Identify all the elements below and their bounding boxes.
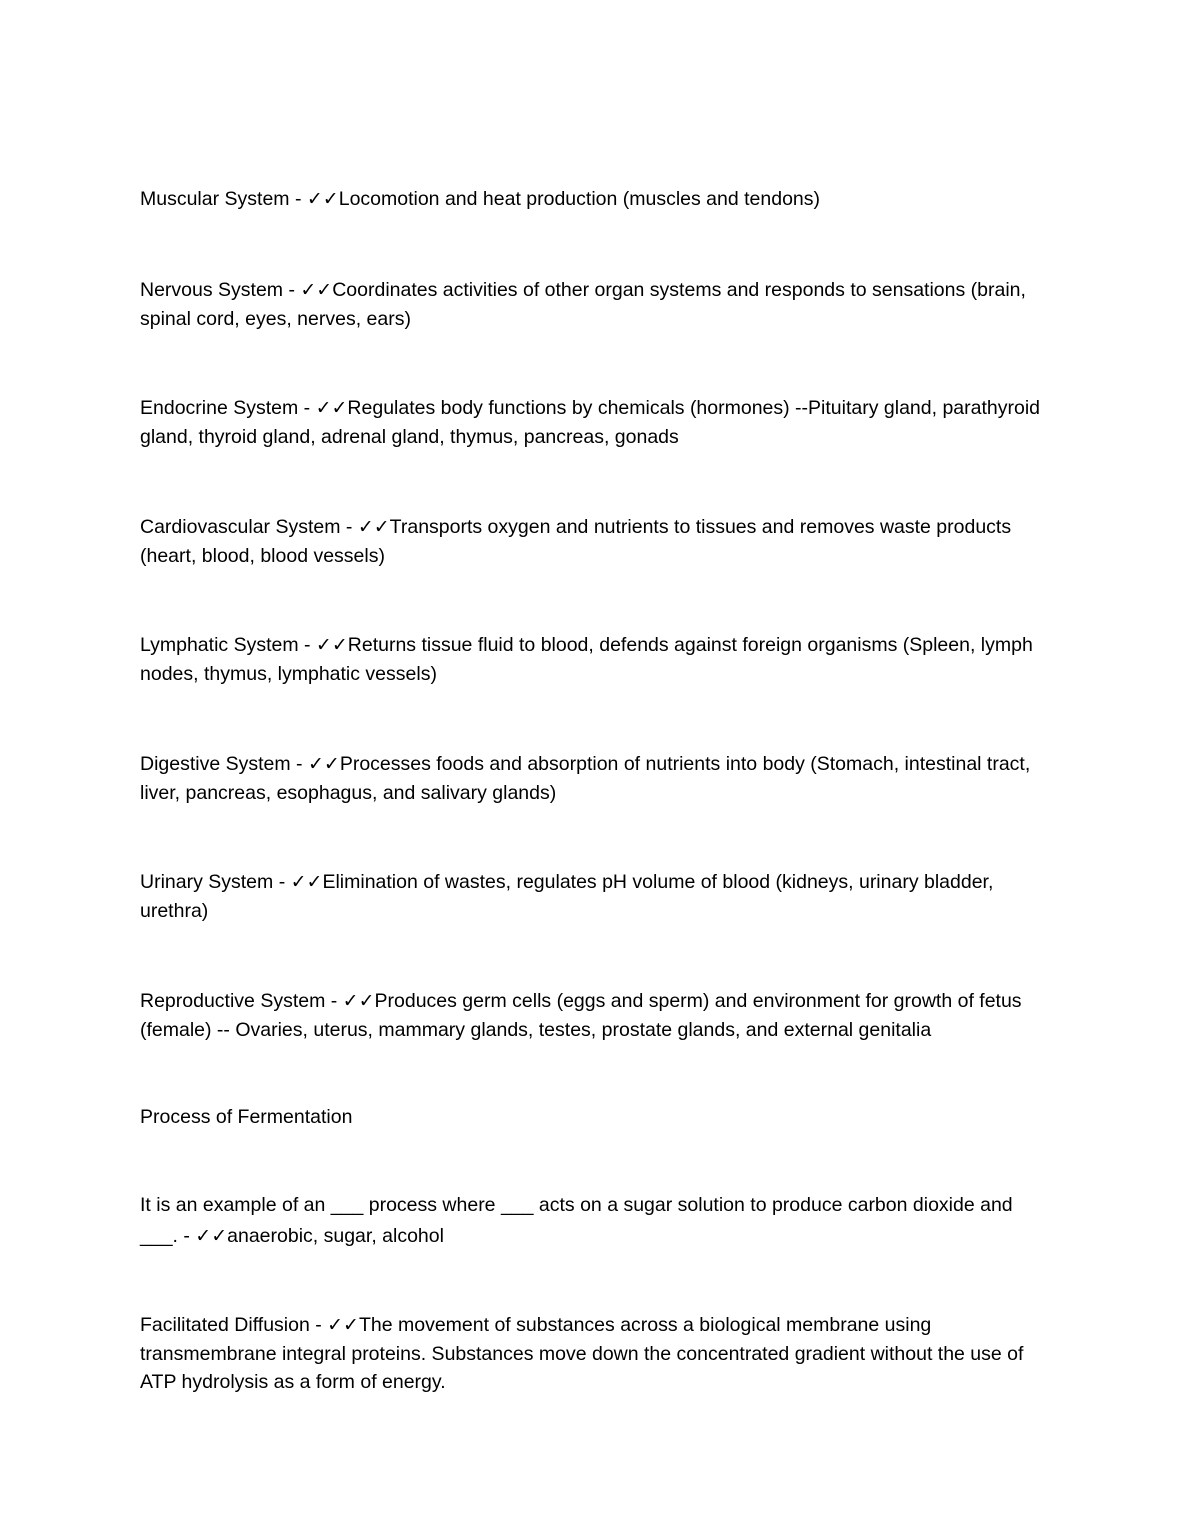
flashcard-digestive-system [140,750,1055,807]
double-check-icon: ✓✓ [300,279,333,301]
answer-text: Produces germ cells (eggs and sperm) and environment for growth of fetus (female) -- Ovaries, uterus, mammary glands, testes, prostate glands, and external genitalia [140,990,1022,1041]
double-check-icon: ✓✓ [315,634,348,656]
flashcard-muscular-system [140,185,1055,214]
term-text: Facilitated Diffusion - [140,1314,328,1336]
answer-text: Locomotion and heat production (muscles and tendons) [338,188,821,210]
answer-text: Coordinates activities of other organ systems and responds to sensations (brain, spinal cord, eyes, nerves, ears) [140,279,1026,330]
double-check-icon: ✓✓ [327,1314,359,1336]
flashcard-reproductive-system [140,987,1055,1044]
flashcard-fermentation [140,1190,1055,1252]
double-check-icon: ✓✓ [307,753,340,775]
term-text: Digestive System - [140,753,308,775]
term-text: Reproductive System - [140,990,343,1012]
term-text: Cardiovascular System - [140,516,358,538]
double-check-icon: ✓✓ [315,397,348,419]
double-check-icon: ✓✓ [357,516,390,538]
answer-text: Returns tissue fluid to blood, defends against foreign organisms (Spleen, lymph nodes, thymus, lymphatic vessels) [140,634,1033,685]
section-heading: Process of Fermentation [140,1106,353,1128]
double-check-icon: ✓✓ [342,990,375,1012]
flashcard-nervous-system [140,276,1055,333]
answer-text: anaerobic, sugar, alcohol [227,1225,444,1247]
term-text: Urinary System - [140,871,291,893]
term-text: Lymphatic System - [140,634,316,656]
double-check-icon: ✓✓ [306,188,339,210]
flashcard-endocrine-system [140,394,1055,451]
answer-text: Transports oxygen and nutrients to tissues and removes waste products (heart, blood, blood vessels) [140,516,1012,567]
answer-text: Regulates body functions by chemicals (hormones) --Pituitary gland, parathyroid gland, thyroid gland, adrenal gland, thymus, pancreas, gonads [140,397,1041,448]
answer-text: The movement of substances across a biological membrane using transmembrane integral proteins. Substances move down the concentrated gradient without the use of ATP hydrolysis as a form of energy. [140,1314,1024,1393]
answer-text: Processes foods and absorption of nutrients into body (Stomach, intestinal tract, liver, pancreas, esophagus, and salivary glands) [140,753,1031,804]
flashcard-lymphatic-system [140,631,1055,688]
double-check-icon: ✓✓ [195,1225,228,1247]
answer-text: Elimination of wastes, regulates pH volume of blood (kidneys, urinary bladder, urethra) [140,871,994,922]
flashcard-facilitated-diffusion [140,1311,1055,1397]
term-text: Muscular System - [140,188,307,210]
flashcard-urinary-system [140,868,1055,925]
flashcard-cardiovascular-system [140,513,1055,570]
double-check-icon: ✓✓ [290,871,323,893]
term-text: It is an example of an ___ process where ___ acts on a sugar solution to produce carbon dioxide and ___. - [140,1194,1013,1247]
term-text: Endocrine System - [140,397,316,419]
term-text: Nervous System - [140,279,301,301]
